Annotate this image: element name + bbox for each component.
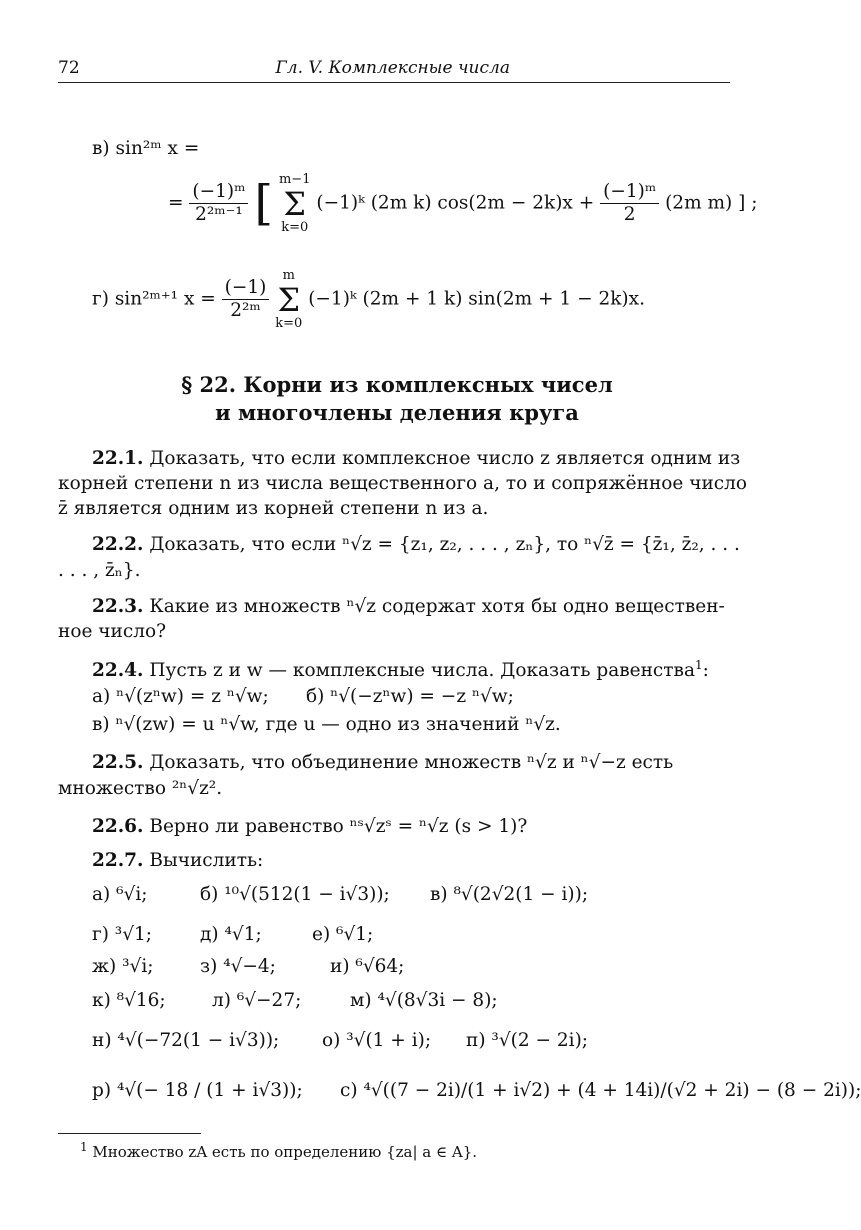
exercise-item: д) ⁴√1; xyxy=(200,924,262,945)
exercise-item: б) ¹⁰√(512(1 − i√3)); xyxy=(200,884,390,905)
exercise-item: с) ⁴√((7 − 2i)/(1 + i√2) + (4 + 14i)/(√2 + 2i) − (8 − 2i)); xyxy=(340,1080,861,1101)
formula-g-lhs: sin²ᵐ⁺¹ x = xyxy=(114,288,216,310)
exercise-item: л) ⁶√−27; xyxy=(212,990,302,1011)
problem-22-3-line1 xyxy=(92,596,725,618)
problem-22-2-line2: . . . , z̄ₙ}. xyxy=(58,560,141,581)
section-title-line2: и многочлены деления круга xyxy=(215,400,579,425)
formula-v-label: в) xyxy=(92,138,110,159)
problem-22-3-line2: ное число? xyxy=(58,621,167,642)
problem-22-4-line1 xyxy=(92,658,709,682)
v-frac2-num: (−1)ᵐ xyxy=(600,181,659,204)
problem-text: Какие из множеств ⁿ√z содержат хотя бы одно веществен- xyxy=(149,596,725,617)
v-left-bracket: [ xyxy=(254,174,274,231)
exercise-item: к) ⁸√16; xyxy=(92,990,166,1011)
formula-v-frac2 xyxy=(600,181,659,226)
exercise-item: п) ³√(2 − 2i); xyxy=(466,1030,589,1051)
exercise-item: м) ⁴√(8√3i − 8); xyxy=(350,990,498,1011)
problem-number: 22.4. xyxy=(92,660,144,682)
g-sum-top: m xyxy=(282,268,295,283)
formula-g xyxy=(92,268,645,331)
problem-22-4-b: б) ⁿ√(−zⁿw) = −z ⁿ√w; xyxy=(306,686,514,707)
problem-number: 22.2. xyxy=(92,534,144,555)
exercise-item: з) ⁴√−4; xyxy=(200,956,276,977)
problem-22-5-line2: множество ²ⁿ√z². xyxy=(58,778,223,799)
page-number: 72 xyxy=(58,58,80,78)
g-sum-bottom: k=0 xyxy=(275,315,303,331)
problem-text: Верно ли равенство ⁿˢ√zˢ = ⁿ√z (s > 1)? xyxy=(149,816,528,837)
formula-v-eq: = xyxy=(168,192,184,214)
v-frac1-num: (−1)ᵐ xyxy=(189,181,248,204)
v-tail: (2m m) ] ; xyxy=(665,192,758,214)
formula-v-frac1 xyxy=(189,181,248,226)
problem-number: 22.3. xyxy=(92,596,144,617)
problem-number: 22.7. xyxy=(92,850,144,871)
v-sum-bottom: k=0 xyxy=(281,219,309,235)
problem-number: 22.5. xyxy=(92,752,144,773)
formula-v-lhs: sin²ᵐ x = xyxy=(115,138,200,159)
exercise-item: о) ³√(1 + i); xyxy=(322,1030,432,1051)
problem-22-1-line3: z̄ является одним из корней степени n из a. xyxy=(58,498,489,519)
footnote-mark: 1 xyxy=(80,1140,88,1154)
section-title-line1: § 22. Корни из комплексных чисел xyxy=(181,372,613,397)
problem-22-6-line1 xyxy=(92,816,527,838)
exercise-item: е) ⁶√1; xyxy=(312,924,374,945)
footnote-ref: 1 xyxy=(694,658,703,672)
problem-22-4-a: а) ⁿ√(zⁿw) = z ⁿ√w; xyxy=(92,686,269,707)
problem-text-end: : xyxy=(702,660,709,682)
v-frac1-den: 2²ᵐ⁻¹ xyxy=(195,204,243,226)
running-title: Гл. V. Комплексные числа xyxy=(275,58,510,78)
exercise-item: г) ³√1; xyxy=(92,924,152,945)
sum-icon: Σ xyxy=(283,184,307,223)
problem-22-7-line1 xyxy=(92,850,263,872)
v-term: (−1)ᵏ (2m k) cos(2m − 2k)x + xyxy=(316,192,595,214)
problem-text: Пусть z и w — комплексные числа. Доказать равенства xyxy=(149,660,695,682)
g-sum xyxy=(275,268,302,331)
running-header xyxy=(58,52,730,83)
g-term: (−1)ᵏ (2m + 1 k) sin(2m + 1 − 2k)x. xyxy=(308,288,645,310)
exercise-item: в) ⁸√(2√2(1 − i)); xyxy=(430,884,589,905)
sum-icon: Σ xyxy=(277,280,301,319)
footnote-divider xyxy=(58,1133,201,1134)
footnote xyxy=(80,1140,477,1161)
problem-number: 22.6. xyxy=(92,816,144,837)
problem-number: 22.1. xyxy=(92,448,144,469)
formula-g-label: г) xyxy=(92,288,109,310)
problem-text: Вычислить: xyxy=(149,850,264,871)
footnote-text: Множество zA есть по определению {za| a ∈ A}. xyxy=(92,1143,478,1161)
exercise-item: н) ⁴√(−72(1 − i√3)); xyxy=(92,1030,280,1051)
problem-22-5-line1 xyxy=(92,752,673,774)
problem-22-1-line1 xyxy=(92,448,740,470)
problem-22-1-line2: корней степени n из числа вещественного a, то и сопряжённое число xyxy=(58,473,748,494)
exercise-item: и) ⁶√64; xyxy=(330,956,405,977)
formula-v-line2 xyxy=(168,172,757,235)
v-sum xyxy=(279,172,311,235)
exercise-item: а) ⁶√i; xyxy=(92,884,148,905)
exercise-item: ж) ³√i; xyxy=(92,956,154,977)
exercise-item: р) ⁴√(− 18 / (1 + i√3)); xyxy=(92,1080,303,1101)
problem-22-2-line1 xyxy=(92,534,740,556)
formula-v-line1 xyxy=(92,138,199,160)
v-sum-top: m−1 xyxy=(278,172,311,187)
problem-text: Доказать, что если ⁿ√z = {z₁, z₂, . . . , zₙ}, то ⁿ√z̄ = {z̄₁, z̄₂, . . . xyxy=(149,534,740,555)
v-frac2-den: 2 xyxy=(623,204,636,226)
problem-22-4-c: в) ⁿ√(zw) = u ⁿ√w, где u — одно из значений ⁿ√z. xyxy=(92,714,561,735)
formula-g-frac xyxy=(222,277,270,322)
problem-text: Доказать, что если комплексное число z является одним из xyxy=(149,448,741,469)
problem-text: Доказать, что объединение множеств ⁿ√z и ⁿ√−z есть xyxy=(149,752,674,773)
g-frac-den: 2²ᵐ xyxy=(230,300,261,322)
g-frac-num: (−1) xyxy=(222,277,270,300)
